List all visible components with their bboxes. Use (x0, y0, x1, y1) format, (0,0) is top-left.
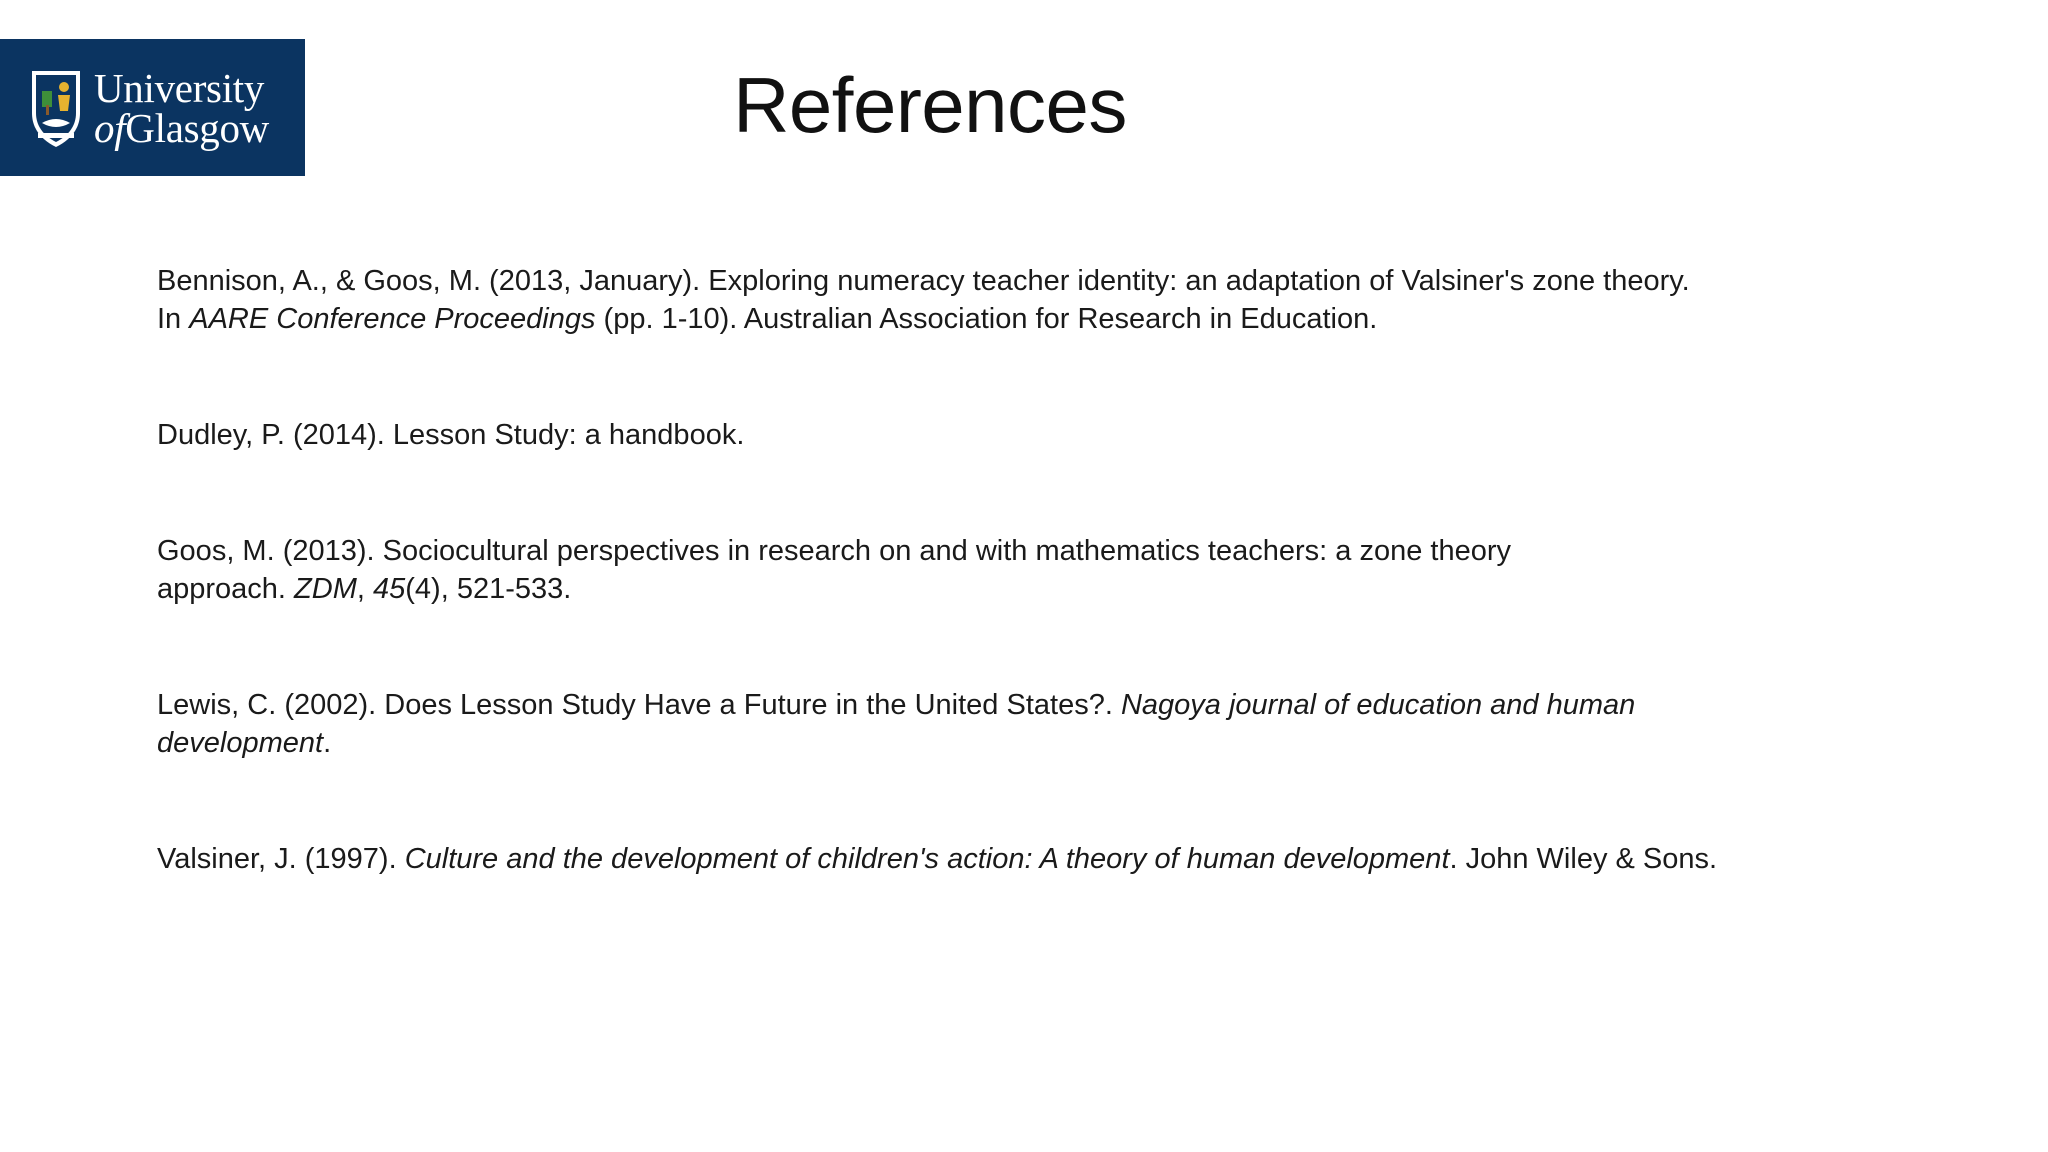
reference-volume: 45 (373, 573, 406, 605)
reference-source-title: AARE Conference Proceedings (189, 303, 596, 335)
wordmark-glasgow: Glasgow (125, 104, 269, 151)
slide-title: References (733, 61, 1127, 149)
reference-item-dudley (157, 416, 1987, 454)
reference-source-title: Culture and the development of children's action: A theory of human development (404, 843, 1450, 875)
reference-text: Lewis, C. (2002). Does Lesson Study Have a Future in the United States?. (157, 689, 1121, 721)
reference-text: , (356, 573, 373, 605)
reference-text: (4), 521-533. (405, 573, 572, 605)
reference-text: Bennison, A., & Goos, M. (2013, January). Exploring numeracy teacher identity: an adaptation of Valsiner's zone theory. (157, 265, 1690, 297)
reference-text: . (323, 727, 332, 759)
reference-text: In (157, 303, 190, 335)
reference-source-title: development (157, 727, 324, 759)
reference-source-title: Nagoya journal of education and human (1120, 689, 1636, 721)
wordmark-of: of (94, 104, 126, 151)
reference-item-bennison (157, 262, 1987, 338)
reference-text: . John Wiley & Sons. (1449, 843, 1718, 875)
reference-text: Goos, M. (2013). Sociocultural perspectives in research on and with mathematics teachers: a zone theory (157, 535, 1511, 567)
reference-item-lewis (157, 686, 1987, 762)
reference-list (157, 262, 1987, 878)
reference-text: Dudley, P. (2014). Lesson Study: a handbook. (157, 419, 745, 451)
wordmark-line-1: University (94, 64, 265, 111)
reference-item-valsiner (157, 840, 1987, 878)
reference-text: Valsiner, J. (1997). (157, 843, 405, 875)
reference-text: (pp. 1-10). Australian Association for Research in Education. (595, 303, 1378, 335)
reference-item-goos (157, 532, 1987, 608)
reference-source-title: ZDM (294, 573, 357, 605)
reference-text: approach. (157, 573, 295, 605)
